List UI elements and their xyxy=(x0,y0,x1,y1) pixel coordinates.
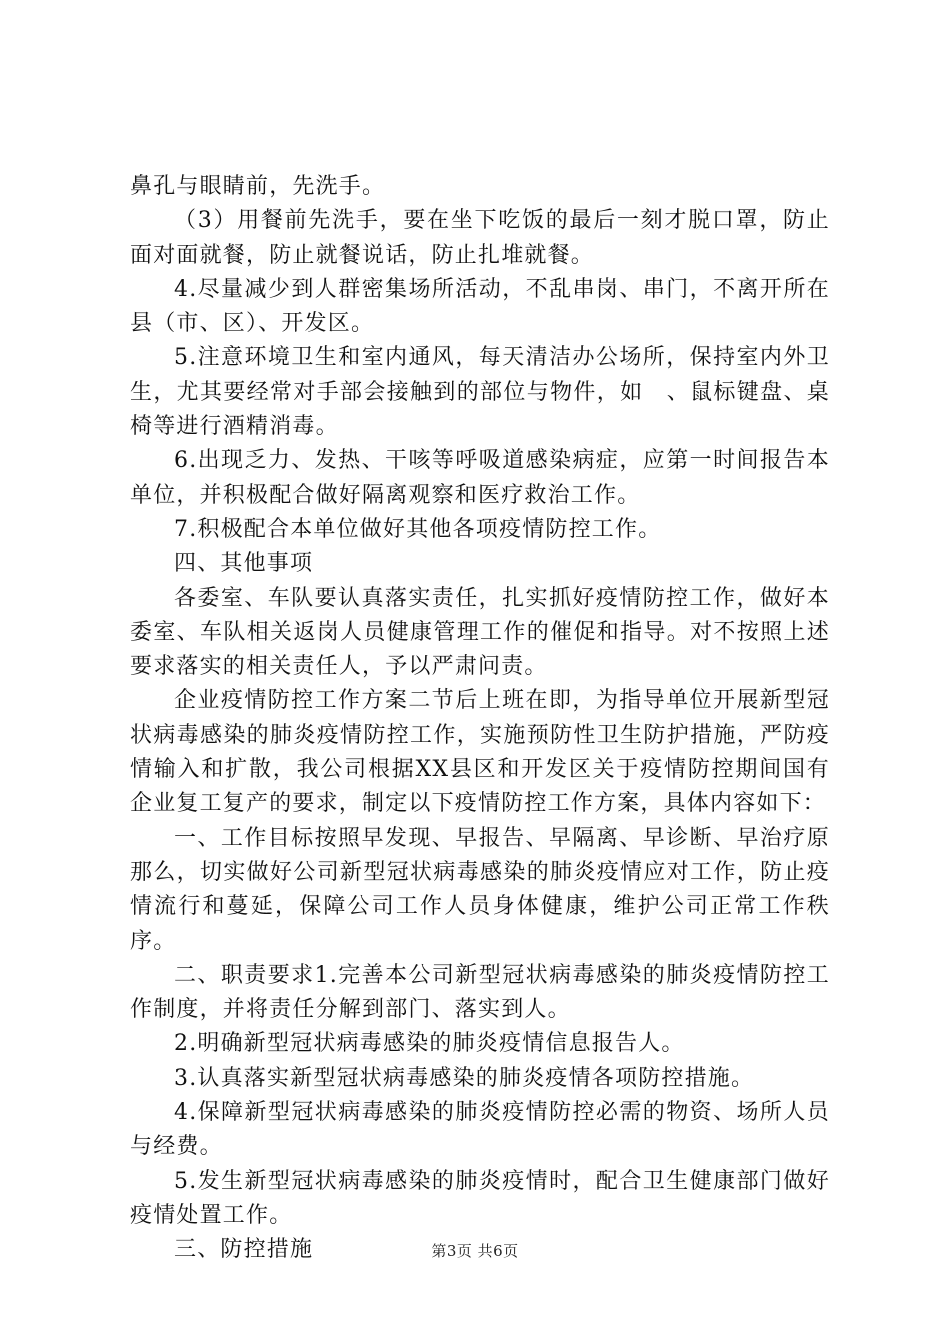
paragraph-15: 5.发生新型冠状病毒感染的肺炎疫情时，配合卫生健康部门做好疫情处置工作。 xyxy=(130,1168,830,1228)
paragraph-9: 企业疫情防控工作方案二节后上班在即，为指导单位开展新型冠状病毒感染的肺炎疫情防控工作，实施预防性卫生防护措施，严防疫情输入和扩散，我公司根据XX县区和开发区关于疫情防控期间国有企业复工复产的要求，制定以下疫情防控工作方案，具体内容如下： xyxy=(130,688,830,817)
paragraph-4: 5.注意环境卫生和室内通风，每天清洁办公场所，保持室内外卫生，尤其要经常对手部会接触到的部位与物件，如 、鼠标键盘、桌椅等进行酒精消毒。 xyxy=(130,345,830,440)
paragraph-5: 6.出现乏力、发热、干咳等呼吸道感染病症，应第一时间报告本单位，并积极配合做好隔离观察和医疗救治工作。 xyxy=(130,448,830,508)
page-number-footer: 第3页 共6页 xyxy=(431,1242,519,1260)
paragraph-11: 二、职责要求1.完善本公司新型冠状病毒感染的肺炎疫情防控工作制度，并将责任分解到部门、落实到人。 xyxy=(130,962,830,1023)
document-body xyxy=(130,170,830,1268)
paragraph-3: 4.尽量减少到人群密集场所活动，不乱串岗、串门，不离开所在县（市、区）、开发区。 xyxy=(130,276,830,337)
paragraph-10: 一、工作目标按照早发现、早报告、早隔离、早诊断、早治疗原那么，切实做好公司新型冠状病毒感染的肺炎疫情应对工作，防止疫情流行和蔓延，保障公司工作人员身体健康，维护公司正常工作秩序。 xyxy=(130,825,830,954)
paragraph-2: （3）用餐前先洗手，要在坐下吃饭的最后一刻才脱口罩，防止面对面就餐，防止就餐说话，防止扎堆就餐。 xyxy=(130,208,830,268)
paragraph-12: 2.明确新型冠状病毒感染的肺炎疫情信息报告人。 xyxy=(174,1031,685,1057)
paragraph-6: 7.积极配合本单位做好其他各项疫情防控工作。 xyxy=(174,516,662,542)
paragraph-14: 4.保障新型冠状病毒感染的肺炎疫情防控必需的物资、场所人员与经费。 xyxy=(130,1100,830,1160)
paragraph-13: 3.认真落实新型冠状病毒感染的肺炎疫情各项防控措施。 xyxy=(174,1065,755,1091)
paragraph-8: 各委室、车队要认真落实责任，扎实抓好疫情防控工作，做好本委室、车队相关返岗人员健康管理工作的催促和指导。对不按照上述要求落实的相关责任人，予以严肃问责。 xyxy=(130,585,830,680)
section-heading-prevention-measures: 三、防控措施 xyxy=(174,1237,314,1263)
paragraph-1: 鼻孔与眼睛前，先洗手。 xyxy=(130,174,386,199)
section-heading-other-matters: 四、其他事项 xyxy=(174,551,314,577)
